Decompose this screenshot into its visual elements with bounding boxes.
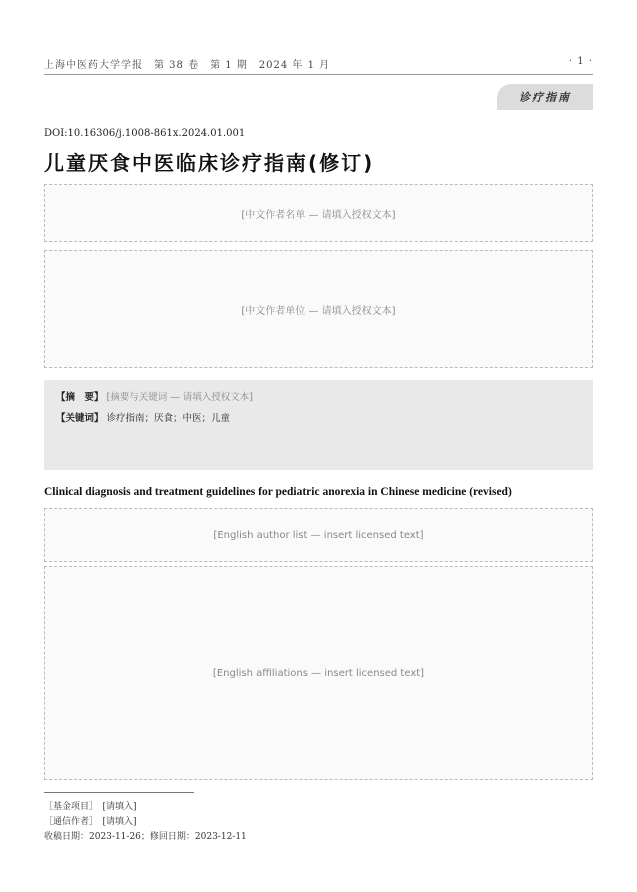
fund-note: ［基金项目］ [请填入] — [44, 802, 137, 812]
journal-citation: 上海中医药大学学报 第 38 卷 第 1 期 2024 年 1 月 — [44, 60, 331, 71]
page-number: · 1 · — [568, 56, 593, 67]
footnotes — [44, 800, 593, 845]
correspondence-note: ［通信作者］ [请填入] — [44, 817, 137, 827]
affiliations-en-placeholder: [English affiliations — insert licensed text] — [44, 566, 593, 780]
footnote-divider — [44, 792, 194, 793]
abstract-label: 【摘 要】 — [56, 392, 104, 403]
keywords: 诊疗指南；厌食；中医；儿童 — [106, 413, 231, 424]
dates-note: 收稿日期：2023-11-26；修回日期：2023-12-11 — [44, 832, 247, 842]
article-title-en: Clinical diagnosis and treatment guidelines for pediatric anorexia in Chinese medicine (revised) — [44, 486, 512, 498]
authors-en-placeholder: [English author list — insert licensed text] — [44, 508, 593, 562]
abstract-placeholder: [摘要与关键词 — 请填入授权文本] — [106, 392, 253, 403]
section-banner: 诊疗指南 — [497, 84, 593, 110]
running-head — [44, 56, 593, 71]
keywords-label: 【关键词】 — [56, 413, 104, 424]
authors-cn-placeholder: [中文作者名单 — 请填入授权文本] — [44, 184, 593, 242]
doi: DOI:10.16306/j.1008-861x.2024.01.001 — [44, 128, 246, 139]
header-divider — [44, 74, 593, 75]
abstract-box — [44, 380, 593, 470]
affiliations-cn-placeholder: [中文作者单位 — 请填入授权文本] — [44, 250, 593, 368]
article-title-cn: 儿童厌食中医临床诊疗指南(修订) — [44, 151, 375, 175]
